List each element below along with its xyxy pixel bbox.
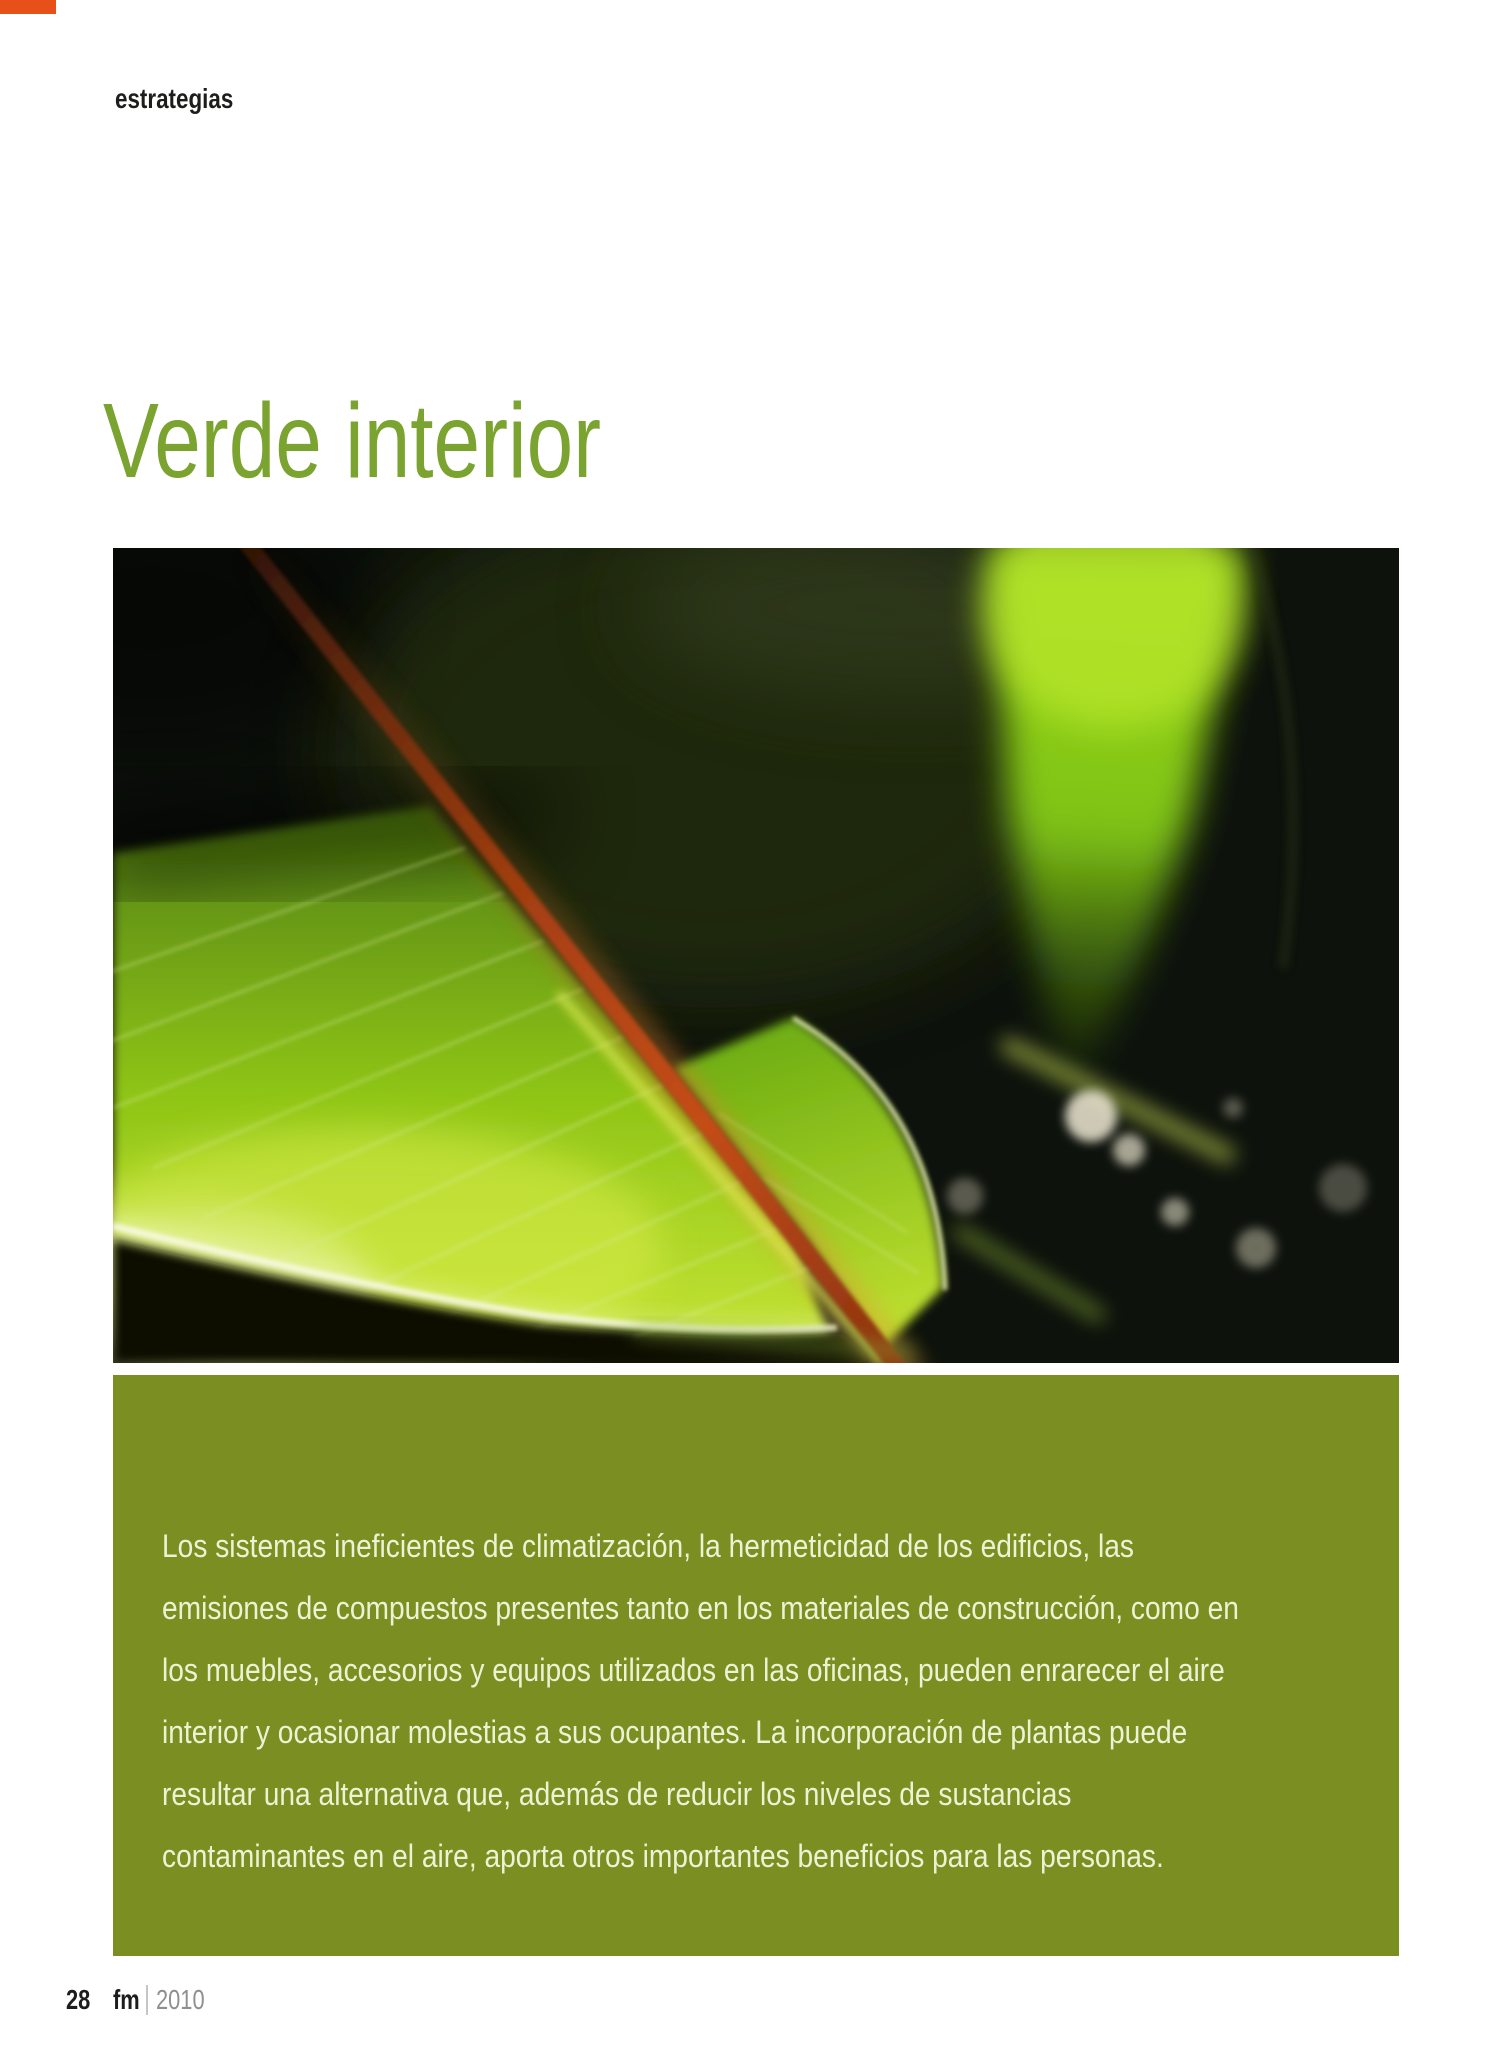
page-title: Verde interior <box>103 382 602 500</box>
leaf-photo <box>113 548 1399 1363</box>
body-text-line: interior y ocasionar molestias a sus ocupantes. La incorporación de plantas puede <box>162 1714 1188 1750</box>
body-text-line: resultar una alternativa que, además de reducir los niveles de sustancias <box>162 1776 1072 1812</box>
section-header: estrategias <box>115 83 234 114</box>
page-number: 28 <box>66 1984 91 2015</box>
corner-accent-mark <box>0 0 56 14</box>
footer-year: 2010 <box>156 1984 205 2015</box>
body-text-line: emisiones de compuestos presentes tanto en los materiales de construcción, como en <box>162 1590 1239 1626</box>
body-text-line: los muebles, accesorios y equipos utilizados en las oficinas, pueden enrarecer el aire <box>162 1652 1225 1688</box>
body-text-line: Los sistemas ineficientes de climatización, la hermeticidad de los edificios, las <box>162 1528 1134 1564</box>
intro-text-box <box>113 1375 1399 1956</box>
magazine-name: fm <box>113 1984 140 2015</box>
body-text-line: contaminantes en el aire, aporta otros importantes beneficios para las personas. <box>162 1838 1164 1874</box>
intro-text <box>162 1515 1386 1887</box>
footer-separator <box>146 1985 148 2015</box>
page-footer <box>0 1985 1512 2025</box>
leaf-photo-art <box>113 548 1399 1363</box>
